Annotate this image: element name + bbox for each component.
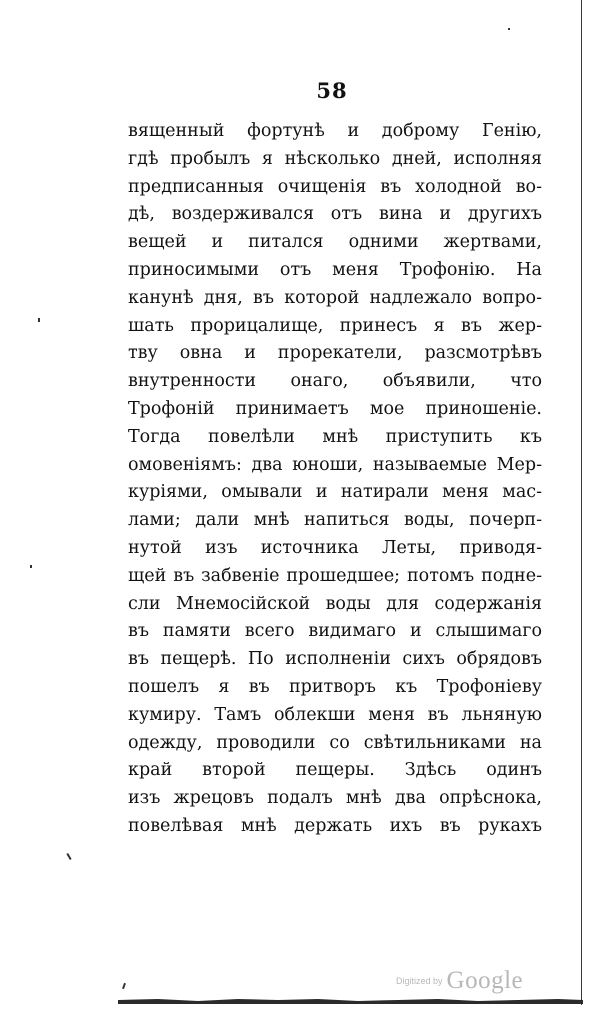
text-line: омовеніямъ: два юноши, называемые Мер- — [128, 454, 542, 475]
text-line: шать прорицалище, принесъ я въ жер- — [128, 315, 542, 336]
text-line: повелѣвая мнѣ держать ихъ въ рукахъ — [128, 815, 542, 836]
text-line: куріями, омывали и натирали меня мас- — [128, 482, 542, 503]
scan-speck — [38, 318, 40, 322]
text-line: предписанныя очищенія въ холодной во- — [128, 176, 542, 197]
text-line: канунѣ дня, въ которой надлежало вопро- — [128, 287, 542, 308]
scan-speck — [30, 565, 32, 568]
text-line: въ памяти всего видимаго и слышимаго — [128, 621, 542, 642]
text-line: въ пещерѣ. По исполненіи сихъ обрядовъ — [128, 649, 542, 670]
text-line: щей въ забвеніе прошедшее; потомъ подне- — [128, 565, 542, 586]
scan-speck — [122, 983, 126, 989]
page-edge-line — [581, 0, 582, 1005]
text-line: приносимыми отъ меня Трофонію. На — [128, 259, 542, 280]
google-logo-text: Google — [446, 967, 524, 994]
text-line: Тогда повелѣли мнѣ приступить къ — [128, 426, 542, 447]
text-line: пошелъ я въ притворъ къ Трофоніеву — [128, 676, 542, 697]
scan-speck — [66, 853, 71, 860]
text-line: дѣ, воздерживался отъ вина и другихъ — [128, 204, 542, 225]
watermark-small-text: Digitized by — [396, 976, 443, 986]
page-bottom-edge — [118, 996, 583, 1005]
text-line: нутой изъ источника Леты, приводя- — [128, 537, 542, 558]
digitized-by-google-watermark — [396, 967, 523, 995]
text-line: внутренности онаго, объявили, что — [128, 371, 542, 392]
text-line: тву овна и прорекатели, разсмотрѣвъ — [128, 343, 542, 364]
text-line: сли Мнемосійской воды для содержанія — [128, 593, 542, 614]
text-line: вященный фортунѣ и доброму Генію, — [128, 121, 542, 141]
scan-speck — [508, 28, 510, 30]
text-line: край второй пещеры. Здѣсь одинъ — [128, 760, 542, 781]
text-line: одежду, проводили со свѣтильниками на — [128, 732, 542, 753]
body-text — [128, 118, 542, 841]
text-line: лами; дали мнѣ напиться воды, почерп- — [128, 510, 542, 531]
page-number: 58 — [316, 78, 348, 103]
text-line: гдѣ пробылъ я нѣсколько дней, исполняя — [128, 148, 542, 169]
text-line: Трофоній принимаетъ мое приношеніе. — [128, 398, 542, 419]
text-line: вещей и питался одними жертвами, — [128, 232, 542, 253]
text-line: изъ жрецовъ подалъ мнѣ два опрѣснока, — [128, 788, 542, 809]
text-line: кумиру. Тамъ облекши меня въ льняную — [128, 704, 542, 725]
